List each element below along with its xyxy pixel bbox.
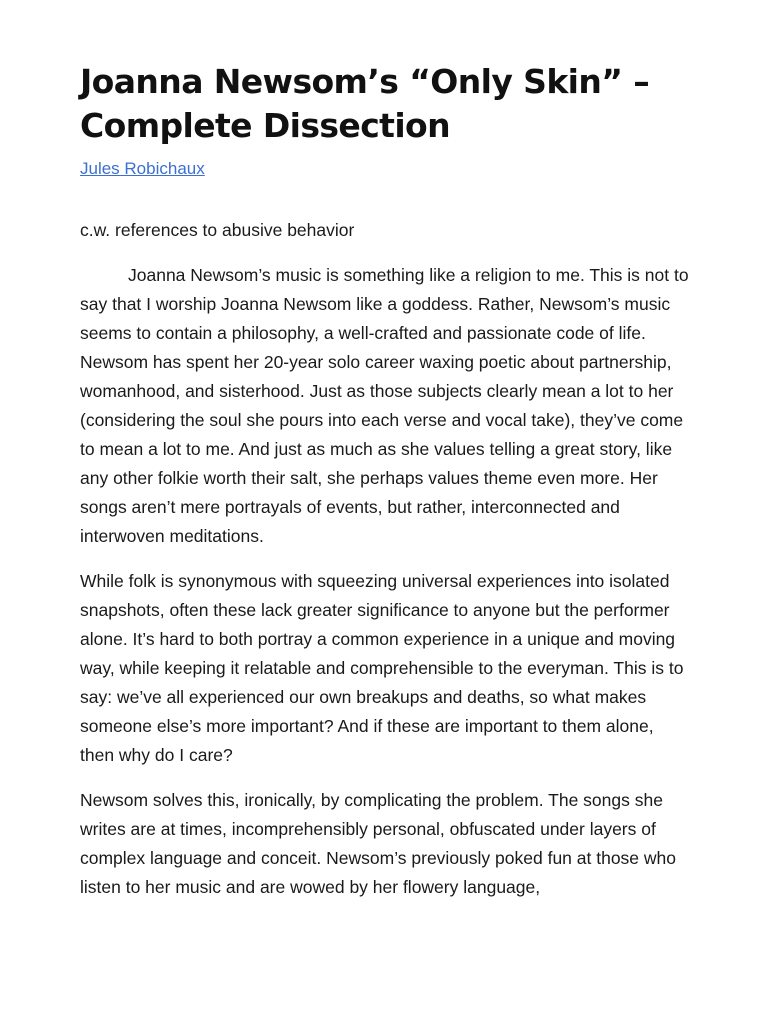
article-title-line-2: Complete Dissection	[80, 106, 451, 145]
content-warning: c.w. references to abusive behavior	[80, 220, 355, 240]
paragraph-2: While folk is synonymous with squeezing universal experiences into isolated snapshots, often these lack greater significance to anyone but the performer alone. It’s hard to both portray a common experience in a unique and moving way, while keeping it relatable and comprehensible to the everyman. This is to say: we’ve all experienced our own breakups and deaths, so what makes someone else’s more important? And if these are important to them alone, then why do I care?	[80, 571, 684, 765]
paragraph-1: Joanna Newsom’s music is something like a religion to me. This is not to say that I worship Joanna Newsom like a goddess. Rather, Newsom’s music seems to contain a philosophy, a well-crafted and passionate code of life. Newsom has spent her 20-year solo career waxing poetic about partnership, womanhood, and sisterhood. Just as those subjects clearly mean a lot to her (considering the soul she pours into each verse and vocal take), they’ve come to mean a lot to me. And just as much as she values telling a great story, like any other folkie worth their salt, she perhaps values theme even more. Her songs aren’t mere portrayals of events, but rather, interconnected and interwoven meditations.	[80, 265, 689, 546]
paragraph-3: Newsom solves this, ironically, by complicating the problem. The songs she writes are at times, incomprehensibly personal, obfuscated under layers of complex language and conceit. Newsom’s previously poked fun at those who listen to her music and are wowed by her flowery language,	[80, 790, 676, 897]
article-title	[80, 60, 692, 148]
article	[80, 60, 692, 902]
article-title-line-1: Joanna Newsom’s “Only Skin” –	[80, 62, 650, 101]
author-link[interactable]: Jules Robichaux	[80, 159, 205, 178]
